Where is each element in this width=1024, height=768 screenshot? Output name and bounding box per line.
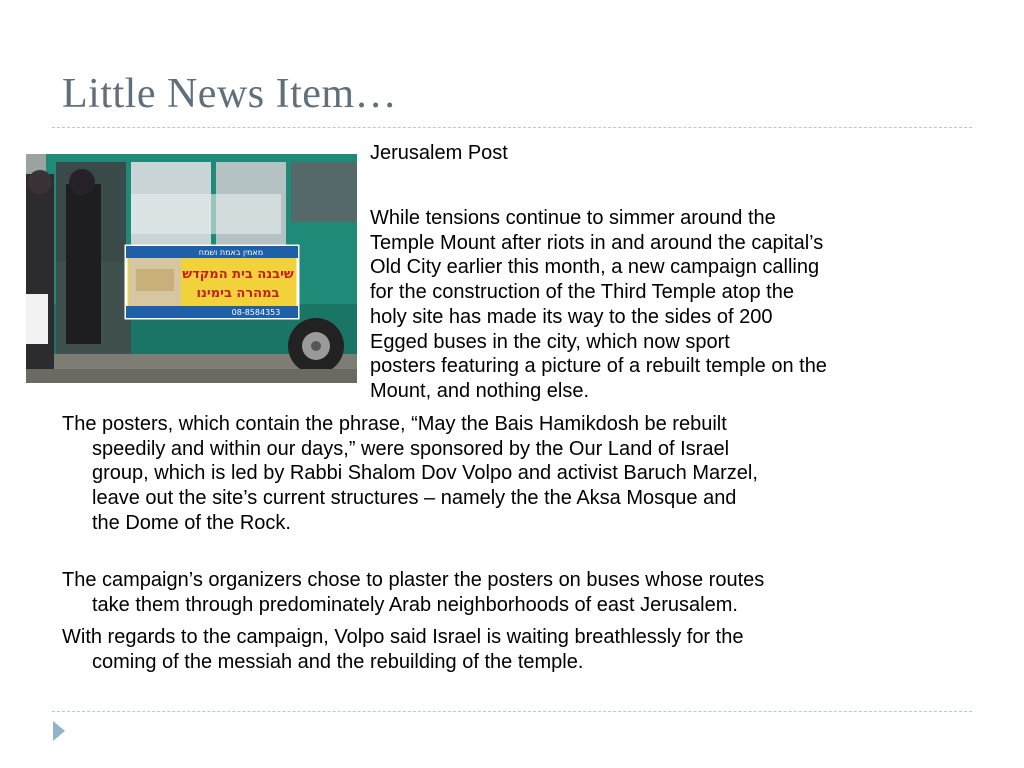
paragraph-line: Egged buses in the city, which now sport (370, 330, 730, 353)
paragraph-line: the Dome of the Rock. (92, 511, 291, 534)
top-divider (52, 127, 972, 128)
poster-phone: 08-8584353 (231, 308, 281, 317)
paragraph-line: Mount, and nothing else. (370, 379, 590, 402)
slide-title: Little News Item… (62, 71, 398, 117)
play-triangle-icon (52, 720, 66, 742)
source-label: Jerusalem Post (370, 142, 508, 164)
paragraph-line: With regards to the campaign, Volpo said Israel is waiting breathlessly for the (62, 626, 744, 648)
paragraph-line: The posters, which contain the phrase, “May the Bais Hamikdosh be rebuilt (62, 413, 727, 435)
paragraph-line: leave out the site’s current structures – namely the the Aksa Mosque and (92, 487, 737, 510)
paragraph-line: Temple Mount after riots in and around the capital’s (370, 231, 824, 254)
poster-headline-2: במהרה בימינו (196, 286, 280, 301)
paragraph-line: speedily and within our days,” were sponsored by the Our Land of Israel (92, 437, 730, 460)
paragraph-line: take them through predominately Arab neighborhoods of east Jerusalem. (92, 593, 738, 616)
paragraph-line: for the construction of the Third Temple atop the (370, 281, 794, 304)
paragraph-line: holy site has made its way to the sides of 200 (370, 305, 773, 328)
bus-photo (26, 154, 357, 383)
paragraph-volpo (62, 625, 972, 674)
paragraph-organizers (62, 568, 972, 617)
paragraph-line: posters featuring a picture of a rebuilt temple on the (370, 355, 827, 378)
paragraph-line: coming of the messiah and the rebuilding of the temple. (92, 650, 584, 673)
paragraph-line: Old City earlier this month, a new campaign calling (370, 256, 820, 279)
poster-headline-1: שיבנה בית המקדש (182, 267, 294, 282)
bottom-divider (52, 711, 972, 712)
paragraph-line: The campaign’s organizers chose to plaster the posters on buses whose routes (62, 569, 765, 591)
poster-top-text: מאמין באמת ושמח (198, 248, 264, 257)
paragraph-intro (370, 206, 970, 404)
paragraph-posters (62, 412, 972, 536)
paragraph-line: While tensions continue to simmer around the (370, 207, 776, 229)
paragraph-line: group, which is led by Rabbi Shalom Dov Volpo and activist Baruch Marzel, (92, 462, 758, 485)
